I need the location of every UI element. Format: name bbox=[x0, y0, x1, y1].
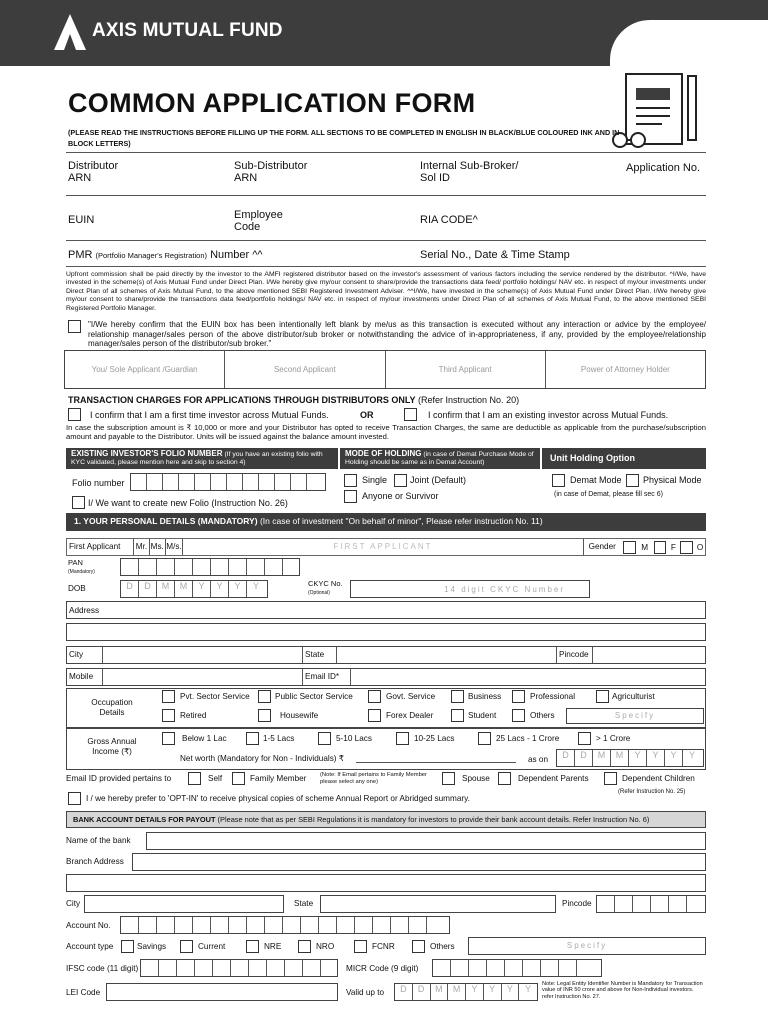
occupation-label: Occupation Details bbox=[91, 698, 133, 717]
single-holding-checkbox[interactable] bbox=[344, 474, 357, 487]
valid-up-to-label: Valid up to bbox=[346, 988, 385, 997]
folio-number-label: Folio number bbox=[72, 478, 125, 488]
occupation-specify-input[interactable]: Specify bbox=[566, 708, 704, 724]
occupation-student-checkbox[interactable] bbox=[451, 709, 464, 722]
signature-second-applicant[interactable]: Second Applicant bbox=[225, 351, 385, 388]
pan-label: PAN (Mandatory) bbox=[68, 558, 95, 575]
address-input[interactable]: Address bbox=[66, 601, 706, 619]
email-ref-note: (Refer Instruction No. 25) bbox=[618, 789, 686, 795]
employee-label: Employee bbox=[234, 209, 283, 221]
first-time-investor-checkbox[interactable] bbox=[68, 408, 81, 421]
account-specify-input[interactable]: Specify bbox=[468, 937, 706, 955]
income-25lac-1cr-checkbox[interactable] bbox=[478, 732, 491, 745]
code-label: Code bbox=[234, 221, 261, 233]
dob-input[interactable]: D D M M Y Y Y Y bbox=[120, 580, 268, 598]
brand-name: AXIS MUTUAL FUND bbox=[92, 20, 283, 41]
dob-label: DOB bbox=[68, 584, 86, 593]
existing-investor-label: I confirm that I am an existing investor across Mutual Funds. bbox=[428, 410, 669, 420]
physical-mode-checkbox[interactable] bbox=[626, 474, 639, 487]
transaction-charges-heading: TRANSACTION CHARGES FOR APPLICATIONS THROUGH DISTRIBUTORS ONLY (Refer Instruction No. 20) bbox=[68, 395, 520, 405]
email-parents-checkbox[interactable] bbox=[498, 772, 511, 785]
form-title: COMMON APPLICATION FORM bbox=[68, 88, 476, 118]
occupation-retired-checkbox[interactable] bbox=[162, 709, 175, 722]
pan-input[interactable] bbox=[120, 558, 300, 576]
euin-label: EUIN bbox=[68, 214, 95, 226]
account-fcnr-checkbox[interactable] bbox=[354, 940, 367, 953]
create-folio-label: I/ We want to create new Folio (Instruction No. 26) bbox=[88, 498, 288, 508]
signature-poa-holder[interactable]: Power of Attorney Holder bbox=[580, 365, 670, 374]
gender-label: Gender bbox=[588, 542, 616, 551]
gender-f-checkbox[interactable] bbox=[654, 541, 667, 554]
arn-label: ARN bbox=[68, 172, 92, 184]
income-5-10-checkbox[interactable] bbox=[318, 732, 331, 745]
joint-holding-checkbox[interactable] bbox=[394, 474, 407, 487]
account-others-checkbox[interactable] bbox=[412, 940, 425, 953]
email-family-checkbox[interactable] bbox=[232, 772, 245, 785]
branch-address-input[interactable] bbox=[132, 853, 706, 871]
ifsc-label: IFSC code (11 digit) bbox=[66, 964, 139, 973]
mode-of-holding-heading: MODE OF HOLDING (in case of Demat Purchase Mode of Holding should be same as in Demat Account) bbox=[340, 448, 540, 469]
bank-state-label: State bbox=[294, 899, 314, 908]
occupation-agriculturist-checkbox[interactable] bbox=[596, 690, 609, 703]
gender-o-checkbox[interactable] bbox=[680, 541, 693, 554]
first-time-investor-label: I confirm that I am a first time investor across Mutual Funds. bbox=[90, 410, 329, 420]
gender-m-checkbox[interactable] bbox=[623, 541, 636, 554]
income-10-25-checkbox[interactable] bbox=[396, 732, 409, 745]
sol-id-label: Sol ID bbox=[420, 172, 450, 184]
anyone-survivor-checkbox[interactable] bbox=[344, 490, 357, 503]
sub-distributor-label: Sub-Distributor bbox=[234, 160, 308, 172]
distributor-label: Distributor bbox=[68, 160, 119, 172]
unit-holding-heading: Unit Holding Option bbox=[542, 448, 706, 469]
occupation-housewife-checkbox[interactable] bbox=[258, 709, 271, 722]
demat-note: (in case of Demat, please fill sec 6) bbox=[554, 491, 663, 498]
pmr-label: PMR (Portfolio Manager's Registration) Number ^^ bbox=[68, 249, 263, 261]
branch-address-label: Branch Address bbox=[66, 857, 124, 866]
ckyc-label: CKYC No. (Optional) bbox=[308, 579, 343, 596]
title-ms-company-option[interactable]: M/s. bbox=[166, 539, 184, 555]
state-input[interactable] bbox=[337, 647, 557, 663]
joint-holding-label: Joint (Default) bbox=[410, 475, 467, 485]
first-applicant-label: First Applicant bbox=[67, 539, 134, 555]
micr-label: MICR Code (9 digit) bbox=[346, 964, 419, 973]
branch-address-line2-input[interactable] bbox=[66, 874, 706, 892]
bank-city-input[interactable] bbox=[84, 895, 284, 913]
internal-sub-broker-label: Internal Sub-Broker/ bbox=[420, 160, 519, 172]
optin-checkbox[interactable] bbox=[68, 792, 81, 805]
income-above1cr-checkbox[interactable] bbox=[578, 732, 591, 745]
email-input[interactable] bbox=[351, 669, 705, 685]
account-no-input[interactable] bbox=[120, 916, 450, 934]
optin-label: I / we hereby prefer to 'OPT-IN' to receive physical copies of scheme Annual Report or Abridged summary. bbox=[86, 794, 470, 803]
form-instructions: (PLEASE READ THE INSTRUCTIONS BEFORE FILLING UP THE FORM. ALL SECTIONS TO BE COMPLETED IN ENGLISH IN BLACK/BLUE COLOURED INK AND IN BLOCK LETTERS) bbox=[68, 128, 620, 148]
account-nro-checkbox[interactable] bbox=[298, 940, 311, 953]
occupation-business-checkbox[interactable] bbox=[451, 690, 464, 703]
personal-details-heading: 1. YOUR PERSONAL DETAILS (MANDATORY) (In case of investment "On behalf of minor", Please refer instruction No. 11) bbox=[66, 513, 706, 531]
occupation-forex-checkbox[interactable] bbox=[368, 709, 381, 722]
income-1-5-checkbox[interactable] bbox=[246, 732, 259, 745]
income-below1lac-checkbox[interactable] bbox=[162, 732, 175, 745]
title-mr-option[interactable]: Mr. bbox=[134, 539, 150, 555]
signature-third-applicant[interactable]: Third Applicant bbox=[386, 351, 546, 388]
email-family-note: (Note: If Email pertains to Family Member please select any one) bbox=[320, 772, 427, 785]
demat-mode-checkbox[interactable] bbox=[552, 474, 565, 487]
mobile-input[interactable] bbox=[103, 669, 303, 685]
ria-code-label: RIA CODE^ bbox=[420, 214, 478, 226]
serial-stamp-label: Serial No., Date & Time Stamp bbox=[420, 249, 570, 261]
signature-row bbox=[64, 350, 706, 389]
email-children-checkbox[interactable] bbox=[604, 772, 617, 785]
email-spouse-checkbox[interactable] bbox=[442, 772, 455, 785]
occupation-govt-checkbox[interactable] bbox=[368, 690, 381, 703]
account-current-checkbox[interactable] bbox=[180, 940, 193, 953]
demat-mode-label: Demat Mode bbox=[570, 475, 622, 485]
folio-number-input[interactable] bbox=[130, 473, 326, 491]
bank-name-label: Name of the bank bbox=[66, 836, 131, 845]
lei-note: Note: Legal Entity Identifier Number is Mandatory for Transaction value of INR 50 crore and above for Non-Individual investors. refer Instruction No. 27. bbox=[542, 981, 703, 1000]
email-pertains-label: Email ID provided pertains to bbox=[66, 774, 172, 783]
occupation-public-checkbox[interactable] bbox=[258, 690, 271, 703]
valid-up-to-input[interactable]: D D M M Y Y Y Y bbox=[394, 983, 538, 1001]
account-nre-checkbox[interactable] bbox=[246, 940, 259, 953]
as-on-label: as on bbox=[528, 755, 549, 764]
upfront-commission-note: Upfront commission shall be paid directly by the investor to the AMFI registered distributor based on the investor's assessment of various factors including the service rendered by the distributor. ^I/We, have invested in the scheme(s) of Axis Mutual Fund under Direct Plan. I/We hereby give my/our consent to share/provide the transactions data feed/ portfolio holdings/ NAV etc. in respect of my/our investments under Direct Plan of all schemes of Axis Mutual Fund, to the above mentioned SEBI Registered Investment Adviser. ^^I/We, have invested in the scheme(s) of Axis Mutual Fund under Direct Plan. I/We hereby give my/our consent to share/provide the transactions data feed/portfolio holdings/ NAV etc. in respect of my/our investments under Direct Plan of all schemes of Axis Mutual Fund, to the above mentioned SEBI Registered Portfolio Manager. bbox=[66, 271, 706, 312]
transaction-charges-note: In case the subscription amount is ₹ 10,000 or more and your Distributor has opted to receive Transaction Charges, the same are deductible as applicable from the purchase/subscription amount and payable to the Distributor. Units will be issued against the balance amount invested. bbox=[66, 423, 706, 441]
networth-date-input[interactable]: D D M M Y Y Y Y bbox=[556, 749, 704, 767]
bank-pincode-input[interactable] bbox=[596, 895, 706, 913]
occupation-pvt-checkbox[interactable] bbox=[162, 690, 175, 703]
ifsc-input[interactable] bbox=[140, 959, 338, 977]
signature-first-applicant[interactable]: You/ Sole Applicant /Guardian bbox=[65, 351, 225, 388]
application-no-label: Application No. bbox=[626, 162, 700, 174]
sub-arn-label: ARN bbox=[234, 172, 258, 184]
account-no-label: Account No. bbox=[66, 921, 111, 930]
create-folio-checkbox[interactable] bbox=[72, 496, 85, 509]
title-ms-option[interactable]: Ms. bbox=[150, 539, 166, 555]
euin-confirm-text: "I/We hereby confirm that the EUIN box has been intentionally left blank by me/us as this transaction is executed without any interaction or advice by the employee/ relationship manager/sales person of the above distributor/sub broker or notwithstanding the advice of in-appropriateness, if any, provided by the employee/relationship manager/sales person of the distributor/sub broker." bbox=[88, 320, 706, 348]
occupation-professional-checkbox[interactable] bbox=[512, 690, 525, 703]
or-label: OR bbox=[360, 410, 374, 420]
ckyc-input[interactable]: 14 digit CKYC Number bbox=[350, 580, 590, 598]
existing-investor-checkbox[interactable] bbox=[404, 408, 417, 421]
micr-input[interactable] bbox=[432, 959, 602, 977]
lei-input[interactable] bbox=[106, 983, 338, 1001]
city-state-pincode-row: City State Pincode bbox=[66, 646, 706, 664]
single-holding-label: Single bbox=[362, 475, 388, 485]
first-applicant-input[interactable]: FIRST APPLICANT bbox=[183, 539, 583, 555]
bank-name-input[interactable] bbox=[146, 832, 706, 850]
networth-input[interactable] bbox=[356, 762, 516, 763]
lei-label: LEI Code bbox=[66, 988, 101, 997]
euin-confirm-checkbox[interactable] bbox=[68, 320, 81, 333]
occupation-others-checkbox[interactable] bbox=[512, 709, 525, 722]
bank-city-label: City bbox=[66, 899, 81, 908]
bank-state-input[interactable] bbox=[320, 895, 556, 913]
account-type-label: Account type bbox=[66, 942, 114, 951]
anyone-survivor-label: Anyone or Survivor bbox=[362, 491, 439, 501]
city-input[interactable] bbox=[103, 647, 303, 663]
axis-logo-icon bbox=[54, 14, 86, 50]
income-label: Gross Annual Income (₹) bbox=[87, 737, 137, 756]
bank-pincode-label: Pincode bbox=[562, 899, 592, 908]
networth-label: Net worth (Mandatory for Non - Individuals) ₹ bbox=[180, 754, 345, 763]
pincode-input[interactable] bbox=[593, 647, 705, 663]
address-line2-input[interactable] bbox=[66, 623, 706, 641]
bank-details-heading: BANK ACCOUNT DETAILS FOR PAYOUT (Please note that as per SEBI Regulations it is mandatory for investors to provide their bank account details. Refer Instruction No. 6) bbox=[66, 811, 706, 828]
physical-mode-label: Physical Mode bbox=[643, 475, 702, 485]
account-savings-checkbox[interactable] bbox=[121, 940, 134, 953]
email-self-checkbox[interactable] bbox=[188, 772, 201, 785]
first-applicant-row: First Applicant Mr. Ms. M/s. FIRST APPLICANT Gender M F O bbox=[66, 538, 706, 556]
folio-heading: EXISTING INVESTOR'S FOLIO NUMBER (If you have an existing folio with KYC validated, please mention here and skip to section 4) bbox=[66, 448, 338, 469]
mobile-email-row: Mobile Email ID* bbox=[66, 668, 706, 686]
